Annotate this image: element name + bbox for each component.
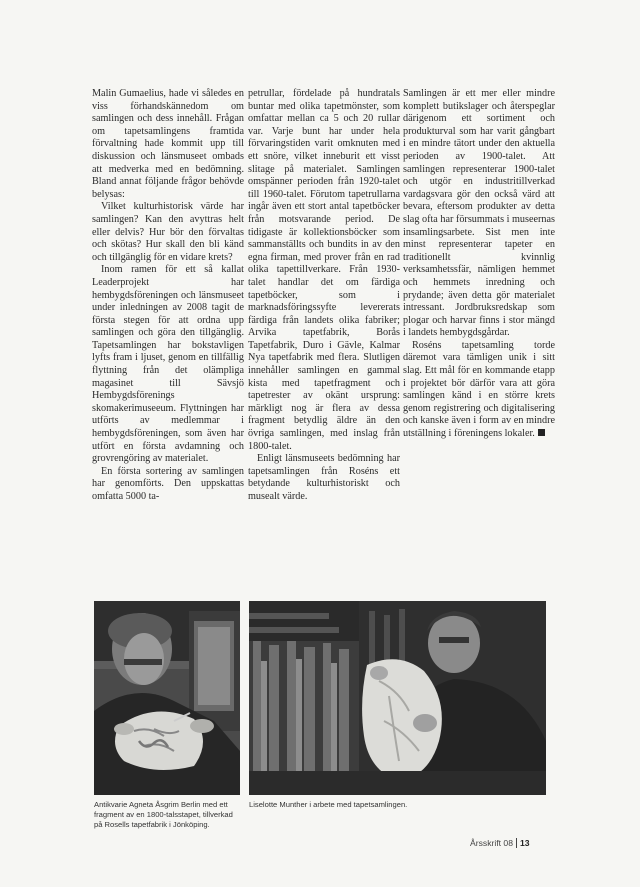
paragraph: Vilket kulturhistorisk värde har samlingen? Kan den avyttras helt eller delvis? Hur bör den förvaltas och skötas? Hur skall den bli känd och tillgänglig för en vidare krets? — [92, 201, 244, 263]
paragraph: petrullar, fördelade på hundratals buntar med olika tapetmönster, som omfattar mellan ca 5 och 20 rullar var. Varje bunt har under hela förvaringstiden varit omknuten med ett snöre, vilket inneburit ett visst slitage på materialet. Samlingen omspänner perioden från 1920-talet till 1960-talet. Förutom tapetrullarna ingår även ett stort antal tapetböcker från motsvarande period. De tidigaste är kollektionsböcker som sammanställts och bundits in av den egna firman, med prover från en rad olika tapettillverkare. Från 1930-talet handlar det om färdiga tapetböcker, som i marknadsföringssyfte levererats färdiga från landets olika fabriker; Arvika tapetfabrik, Borås Tapetfabrik, Duro i Gävle, Kalmar Nya tapetfabrik med flera. Slutligen innehåller samlingen en gammal kista med tapetfragment och tapetrester av okänt ursprung: märkligt nog är flera av dessa fragment betydlig äldre än den övriga samlingen, med inslag från 1800-talet. — [248, 88, 400, 452]
photo-caption: Liselotte Munther i arbete med tapetsamlingen. — [249, 800, 408, 809]
closing-paragraph-text: Roséns tapetsamling torde däremot vara tämligen unik i sitt slag. Ett mål för en kommande etapp i projektet bör därför vara att göra samlingen känd i en större krets genom registrering och digitalisering och kanske även i form av en mindre utställning i föreningens lokaler. — [403, 339, 555, 440]
paragraph: Malin Gumaelius, hade vi således en viss förhandskännedom om samlingen och dess innehåll. Frågan om tapetsamlingens framtida förvaltning hade kommit upp till diskussion och länsmuseet ombads att medverka med en bedömning. Bland annat följande frågor behövde belysas: — [92, 88, 244, 200]
text-column-2 — [248, 88, 400, 504]
paragraph: Samlingen är ett mer eller mindre komplett butikslager och återspeglar därigenom ett sortiment och produkturval som har varit gångbart i en mindre tätort under den aktuella perioden av 1900-talet. Att samlingen representerar 1900-talet och utgör en industritillverkad vardagsvara gör den också värd att bevara, eftersom produkter av detta slag ofta har försummats i museernas insamlingsarbete. Sist men inte minst representerar tapeter en traditionellt kvinnlig verksamhetssfär, nämligen hemmet och hemmets inredning och prydande; även detta gör materialet intressant. Jordbruksredskap som plogar och harvar finns i stor mängd i landets hembygdsgårdar. — [403, 88, 555, 339]
paragraph: Inom ramen för ett så kallat Leaderprojekt har hembygdsföreningen och länsmuseet under inledningen av 2008 tagit de första stegen för att ordna upp samlingen och göra den tillgänglig. Tapetsamlingen har bokstavligen lyfts fram i ljuset, genom en tillfällig flyttning från det olämpliga magasinet till Sävsjö Hembygdsförenings skomakerimuseeum. Flyttningen har utförts av medlemmar i hembygdsföreningen, som även har utfört en första avdamning och grovrengöring av materialet. — [92, 264, 244, 465]
page-number: 13 — [519, 838, 530, 848]
paragraph: En första sortering av samlingen har genomförts. Den uppskattas omfatta 5000 ta- — [92, 465, 244, 502]
end-of-article-mark — [538, 429, 545, 436]
text-column-1 — [92, 88, 244, 504]
paragraph — [403, 340, 555, 441]
photo-liselotte-munther — [249, 601, 546, 795]
paragraph: Enligt länsmuseets bedömning har tapetsamlingen från Roséns ett betydande kulturhistoriskt och musealt värde. — [248, 453, 400, 502]
page-footer — [470, 838, 530, 848]
publication-label: Årsskrift 08 — [470, 838, 513, 848]
photo-caption: Antikvarie Agneta Åsgrim Berlin med ett fragment av en 1800-talsstapet, tillverkad på Rosells tapetfabrik i Jönköping. — [94, 800, 233, 829]
photo-agneta-asgrim-berlin — [94, 601, 240, 795]
footer-divider — [516, 838, 517, 848]
text-column-3 — [403, 88, 555, 441]
